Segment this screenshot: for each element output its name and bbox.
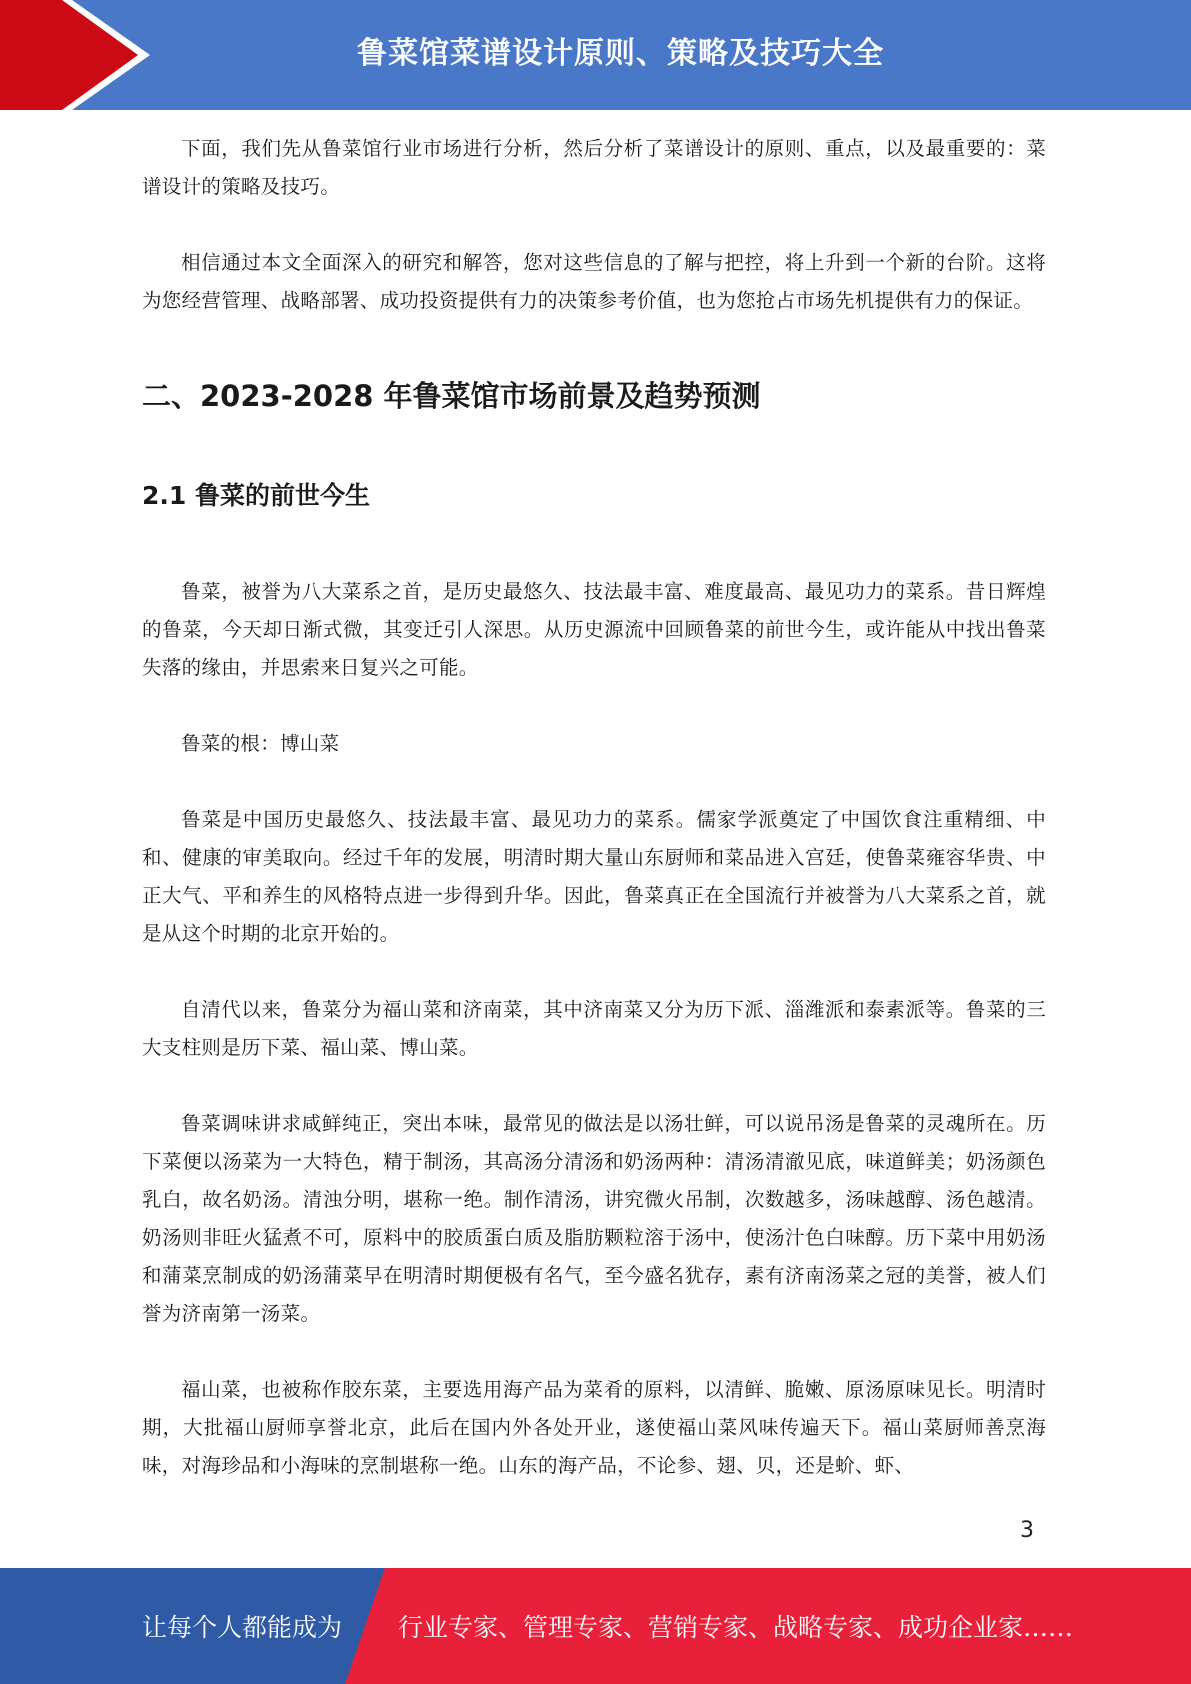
document-body — [142, 130, 1046, 1485]
body-paragraph-3: 鲁菜是中国历史最悠久、技法最丰富、最见功力的菜系。儒家学派奠定了中国饮食注重精细、中和、健康的审美取向。经过千年的发展，明清时期大量山东厨师和菜品进入宫廷，使鲁菜雍容华贵、中正大气、平和养生的风格特点进一步得到升华。因此，鲁菜真正在全国流行并被誉为八大菜系之首，就是从这个时期的北京开始的。 — [142, 808, 1046, 945]
footer-banner — [0, 1568, 1191, 1684]
intro-paragraph-2: 相信通过本文全面深入的研究和解答，您对这些信息的了解与把控，将上升到一个新的台阶。这将为您经营管理、战略部署、成功投资提供有力的决策参考价值，也为您抢占市场先机提供有力的保证。 — [142, 251, 1046, 312]
header-banner — [0, 0, 1191, 110]
body-paragraph-1: 鲁菜，被誉为八大菜系之首，是历史最悠久、技法最丰富、难度最高、最见功力的菜系。昔日辉煌的鲁菜，今天却日渐式微，其变迁引人深思。从历史源流中回顾鲁菜的前世今生，或许能从中找出鲁菜失落的缘由，并思索来日复兴之可能。 — [142, 580, 1046, 679]
footer-slogan-left: 让每个人都能成为 — [142, 1613, 343, 1642]
section-heading: 二、2023-2028 年鲁菜馆市场前景及趋势预测 — [142, 379, 761, 413]
body-paragraph-4: 自清代以来，鲁菜分为福山菜和济南菜，其中济南菜又分为历下派、淄潍派和泰素派等。鲁菜的三大支柱则是历下菜、福山菜、博山菜。 — [142, 998, 1046, 1059]
header-arrow-red — [0, 0, 138, 110]
body-paragraph-2: 鲁菜的根：博山菜 — [181, 732, 340, 755]
intro-paragraph-1: 下面，我们先从鲁菜馆行业市场进行分析，然后分析了菜谱设计的原则、重点，以及最重要的：菜谱设计的策略及技巧。 — [142, 137, 1046, 198]
subsection-heading: 2.1 鲁菜的前世今生 — [142, 481, 370, 510]
footer-slogan-right: 行业专家、管理专家、营销专家、战略专家、成功企业家…… — [398, 1613, 1074, 1642]
document-title: 鲁菜馆菜谱设计原则、策略及技巧大全 — [357, 36, 884, 71]
body-paragraph-5: 鲁菜调味讲求咸鲜纯正，突出本味，最常见的做法是以汤壮鲜，可以说吊汤是鲁菜的灵魂所在。历下菜便以汤菜为一大特色，精于制汤，其高汤分清汤和奶汤两种：清汤清澈见底，味道鲜美；奶汤颜色乳白，故名奶汤。清浊分明，堪称一绝。制作清汤，讲究微火吊制，次数越多，汤味越醇、汤色越清。奶汤则非旺火猛煮不可，原料中的胶质蛋白质及脂肪颗粒溶于汤中，使汤汁色白味醇。历下菜中用奶汤和蒲菜烹制成的奶汤蒲菜早在明清时期便极有名气，至今盛名犹存，素有济南汤菜之冠的美誉，被人们誉为济南第一汤菜。 — [142, 1112, 1046, 1325]
body-paragraph-6: 福山菜，也被称作胶东菜，主要选用海产品为菜肴的原料，以清鲜、脆嫩、原汤原味见长。明清时期，大批福山厨师享誉北京，此后在国内外各处开业，遂使福山菜风味传遍天下。福山菜厨师善烹海味，对海珍品和小海味的烹制堪称一绝。山东的海产品，不论参、翅、贝，还是蚧、虾、 — [142, 1378, 1046, 1477]
header-arrow-decoration — [0, 0, 160, 110]
page-number: 3 — [1020, 1518, 1034, 1543]
